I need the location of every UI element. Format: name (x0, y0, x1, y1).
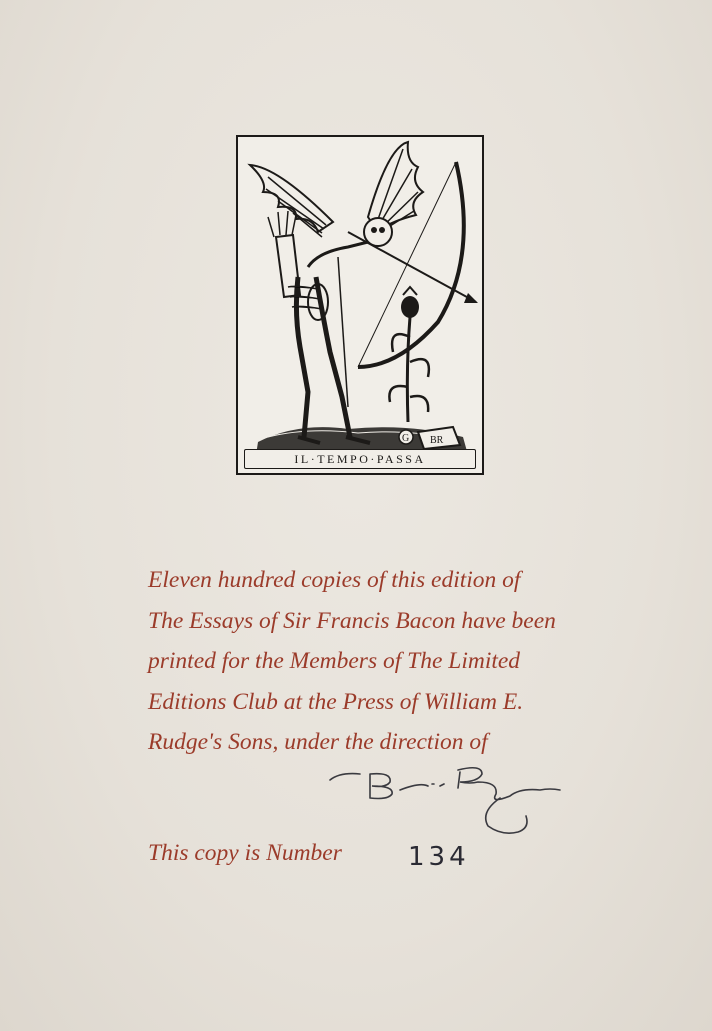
colophon-line-4: Editions Club at the Press of William E. (148, 688, 524, 715)
woodcut-initials: BR (430, 435, 444, 446)
colophon-line-3: printed for the Members of The Limited (148, 648, 521, 674)
woodcut-illustration (236, 135, 484, 475)
copy-number-handwritten: 134 (408, 842, 470, 872)
woodcut-monogram: G (402, 433, 410, 444)
colophon-line-5: Rudge's Sons, under the direction of (148, 729, 488, 755)
woodcut-motto-banner: IL·TEMPO·PASSA (244, 449, 476, 469)
colophon-line-2: The Essays of Sir Francis Bacon have been (148, 607, 556, 634)
colophon-text (148, 560, 608, 763)
handwritten-signature (320, 760, 570, 840)
colophon-line-1: Eleven hundred copies of this edition of (148, 567, 521, 593)
copy-number-label: This copy is Number (148, 840, 342, 866)
winged-skeleton-archer-illustration (238, 137, 484, 475)
